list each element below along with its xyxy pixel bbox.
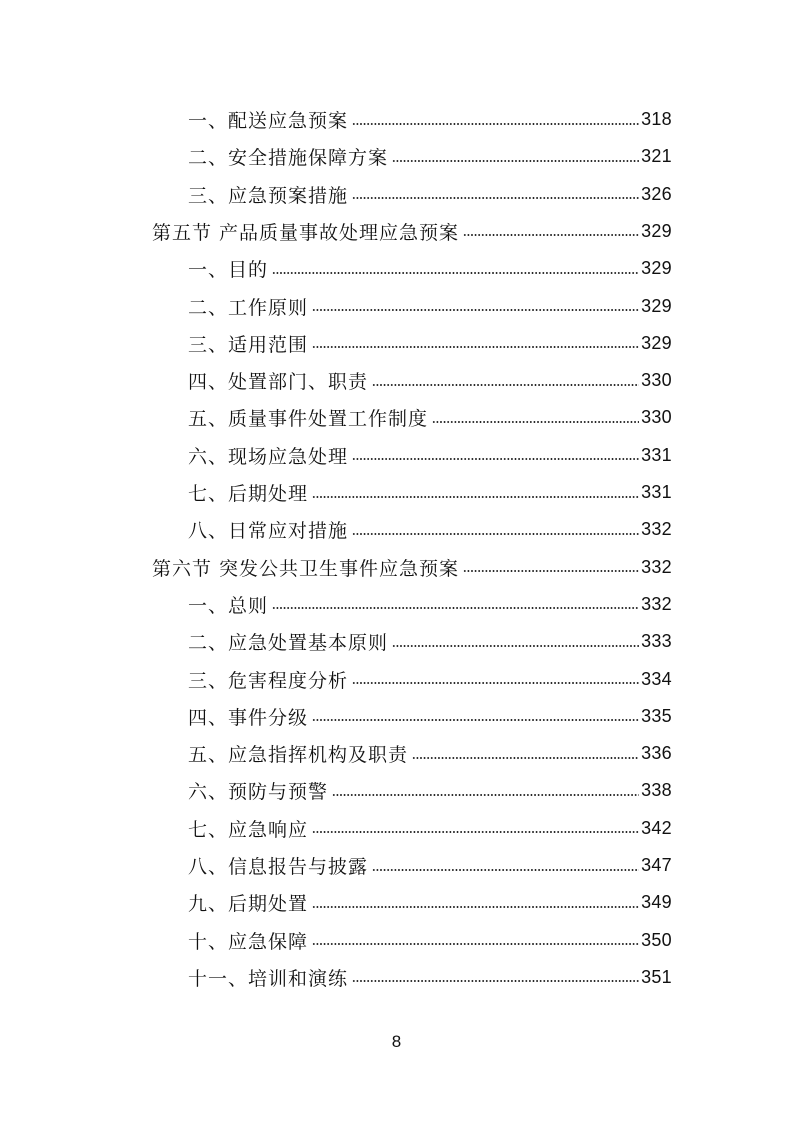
toc-leader-dots <box>392 160 639 162</box>
toc-entry[interactable] <box>188 101 672 138</box>
toc-leader-dots <box>312 346 639 348</box>
toc-entry[interactable] <box>188 735 672 772</box>
toc-entry[interactable] <box>188 176 672 213</box>
toc-entry[interactable] <box>188 138 672 175</box>
toc-entry[interactable] <box>188 362 672 399</box>
toc-entry-title: 一、总则 <box>188 594 269 617</box>
toc-entry-title: 第六节 突发公共卫生事件应急预案 <box>152 557 460 580</box>
toc-entry-page: 333 <box>641 631 672 652</box>
toc-leader-dots <box>412 757 639 759</box>
toc-leader-dots <box>463 570 639 572</box>
toc-entry[interactable] <box>188 810 672 847</box>
toc-entry-title: 三、适用范围 <box>188 333 309 356</box>
toc-entry[interactable] <box>188 250 672 287</box>
toc-entry-page: 331 <box>641 482 672 502</box>
toc-entry[interactable] <box>188 698 672 735</box>
toc-entry[interactable] <box>188 586 672 623</box>
toc-entry-page: 330 <box>641 370 672 391</box>
toc-leader-dots <box>312 943 639 945</box>
toc-entry-title: 五、质量事件处置工作制度 <box>188 408 429 431</box>
toc-entry-page: 329 <box>641 220 672 241</box>
toc-entry-title: 一、目的 <box>188 259 269 282</box>
toc-leader-dots <box>432 421 639 423</box>
toc-entry-page: 318 <box>641 109 672 129</box>
toc-leader-dots <box>372 869 639 871</box>
toc-entry-title: 八、信息报告与披露 <box>188 856 369 878</box>
toc-entry-page: 350 <box>641 929 672 950</box>
toc-entry-title: 四、处置部门、职责 <box>188 371 369 394</box>
toc-entry[interactable] <box>188 288 672 325</box>
toc-leader-dots <box>463 234 639 236</box>
toc-entry[interactable] <box>188 623 672 660</box>
toc-entry-page: 329 <box>641 258 672 279</box>
toc-entry[interactable] <box>188 772 672 809</box>
toc-entry-page: 332 <box>641 519 672 540</box>
toc-leader-dots <box>272 607 639 609</box>
toc-entry-page: 338 <box>641 780 672 801</box>
toc-entry-title: 二、工作原则 <box>188 296 309 319</box>
toc-entry[interactable] <box>188 399 672 436</box>
toc-entry[interactable] <box>188 437 672 474</box>
toc-entry-page: 347 <box>641 855 672 875</box>
toc-entry-title: 一、配送应急预案 <box>188 110 349 132</box>
toc-entry-title: 四、事件分级 <box>188 706 309 729</box>
toc-entry-page: 329 <box>641 332 672 353</box>
toc-entry-page: 329 <box>641 295 672 316</box>
toc-entry[interactable] <box>188 325 672 362</box>
toc-entry-page: 332 <box>641 593 672 614</box>
toc-entry-page: 332 <box>641 556 672 577</box>
toc-entry-title: 三、应急预案措施 <box>188 184 349 207</box>
toc-entry-title: 三、危害程度分析 <box>188 669 349 692</box>
toc-leader-dots <box>332 794 639 796</box>
toc-entry-page: 321 <box>641 146 672 167</box>
toc-leader-dots <box>352 533 639 535</box>
toc-section-entry[interactable] <box>152 549 672 586</box>
toc-leader-dots <box>312 719 639 721</box>
toc-leader-dots <box>272 272 639 274</box>
toc-leader-dots <box>312 906 639 908</box>
toc-entry-title: 二、应急处置基本原则 <box>188 632 389 655</box>
toc-entry-title: 六、预防与预警 <box>188 781 329 804</box>
toc-entry-page: 334 <box>641 668 672 689</box>
toc-entry[interactable] <box>188 884 672 921</box>
toc-entry-page: 326 <box>641 183 672 204</box>
toc-entry-page: 331 <box>641 444 672 465</box>
toc-entry-title: 七、应急响应 <box>188 818 309 841</box>
toc-entry-title: 七、后期处理 <box>188 483 309 505</box>
toc-entry[interactable] <box>188 959 672 996</box>
toc-entry-title: 十、应急保障 <box>188 930 309 953</box>
toc-entry-title: 十一、培训和演练 <box>188 967 349 990</box>
toc-leader-dots <box>312 496 639 498</box>
toc-leader-dots <box>352 197 639 199</box>
toc-section-entry[interactable] <box>152 213 672 250</box>
toc-entry-title: 第五节 产品质量事故处理应急预案 <box>152 221 460 244</box>
toc-entry[interactable] <box>188 474 672 511</box>
toc-entry-title: 五、应急指挥机构及职责 <box>188 744 409 767</box>
toc-entry-title: 六、现场应急处理 <box>188 445 349 468</box>
toc-entry-title: 八、日常应对措施 <box>188 520 349 543</box>
toc-entry[interactable] <box>188 847 672 884</box>
toc-entry[interactable] <box>188 661 672 698</box>
toc-entry-title: 九、后期处置 <box>188 893 309 916</box>
toc-entry-title: 二、安全措施保障方案 <box>188 147 389 170</box>
toc-leader-dots <box>352 123 639 125</box>
toc-leader-dots <box>352 682 639 684</box>
toc-entry-page: 349 <box>641 892 672 913</box>
toc-leader-dots <box>312 309 639 311</box>
toc-entry-page: 342 <box>641 817 672 838</box>
toc-entry-page: 330 <box>641 407 672 428</box>
toc-entry[interactable] <box>188 922 672 959</box>
page-number: 8 <box>391 1032 402 1051</box>
toc-entry-page: 335 <box>641 705 672 726</box>
toc-leader-dots <box>352 458 639 460</box>
toc-entry-page: 351 <box>641 966 672 987</box>
toc-entry-page: 336 <box>641 743 672 764</box>
toc-leader-dots <box>312 831 639 833</box>
toc-leader-dots <box>372 384 639 386</box>
toc-entry[interactable] <box>188 511 672 548</box>
toc-leader-dots <box>392 645 639 647</box>
toc-leader-dots <box>352 980 639 982</box>
